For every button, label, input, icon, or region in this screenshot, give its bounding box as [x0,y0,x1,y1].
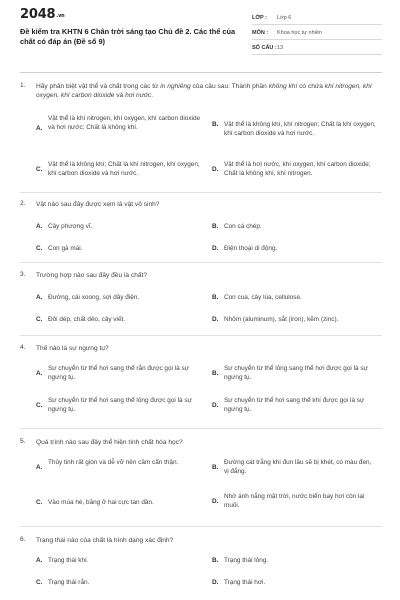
option-text: Sự chuyển từ thể lỏng sang thể hơi được gọi là sự ngưng tụ. [224,365,368,382]
text-part: . [151,92,154,99]
option-letter: D. [212,245,219,252]
question-2 [20,200,382,260]
question-number: 3. [20,271,26,278]
question-divider [20,262,382,263]
option-text: Trạng thái hơi. [224,579,266,586]
option-letter: C. [36,499,43,506]
question-divider [20,526,382,527]
option-letter: B. [212,294,219,301]
text-part-italic: in nghiêng [160,83,191,90]
meta-row-count [252,40,382,55]
question-3 [20,271,382,331]
option-text: Sự chuyển từ thể hơi sang thể lỏng được gọi là sự ngưng tụ. [48,397,192,414]
option-letter: A. [36,294,43,301]
text-part: có chứa [297,83,325,90]
option-text: Điện thoại di động. [224,245,278,252]
question-text: Vật nào sau đây được xem là vật vô sinh? [36,201,160,208]
option-letter: D. [212,316,219,323]
question-number: 2. [20,200,26,207]
text-part: của câu sau: Thành phần [190,83,269,90]
option-text: Trạng thái khí. [48,557,89,564]
option-letter: C. [36,166,43,173]
meta-value: 13 [277,45,284,51]
question-text: Trường hợp nào sau đây đều là chất? [36,272,148,279]
option-letter: B. [212,370,219,377]
option-text: Vào mùa hè, băng ở hai cực tan dần. [48,499,154,506]
option-letter: C. [36,245,43,252]
option-text: Nhôm (aluminum), sắt (iron), kẽm (zinc). [224,316,339,323]
option-letter: D. [212,498,219,505]
option-text: Con cua, cây lúa, cellulose. [224,294,302,301]
option-text: Vật thể là khí nitrogen, khí oxygen, khí carbon dioxide và hơi nước; Chất là không khí. [48,115,201,132]
option-text: Trạng thái rắn. [48,579,90,586]
option-letter: A. [36,464,43,471]
text-part: và [114,92,126,99]
option-text: Nhờ ánh nắng mặt trời, nước biển bay hơi còn lại muối. [224,493,365,510]
text-part-italic: khí nitrogen, khí oxygen, khí carbon dioxide [36,83,372,99]
option-text: Vật thể là không khí, khí nitrogen; Chất là khí oxygen, khí carbon dioxide và hơi nước. [224,121,376,138]
option-text: Đường, cái xoong, sợi dây điện. [48,294,140,301]
text-part: Hãy phân biệt vật thể và chất trong các từ [36,83,161,90]
option-text: Vật thể là hơi nước, khí oxygen, khí carbon dioxide; Chất là không khí, khí nitrogen. [224,161,371,178]
page-title: Đề kiểm tra KHTN 6 Chân trời sáng tạo Chủ đề 2. Các thể của chất có đáp án (Đề số 9) [20,27,236,46]
option-letter: B. [212,557,219,564]
site-logo[interactable] [20,7,65,22]
logo-suffix: .vn [56,13,65,19]
exam-meta [252,10,382,55]
meta-value: Lớp 6 [277,15,292,21]
question-number: 6. [20,536,26,543]
text-part-italic: hơi nước [125,92,152,99]
question-text: Trạng thái nào của chất là hình dạng xác định? [36,537,174,544]
question-1 [20,82,382,190]
option-letter: A. [36,370,43,377]
logo-main: 2048 [20,7,56,22]
option-letter: B. [212,121,219,128]
option-letter: C. [36,579,43,586]
header-divider [20,72,382,73]
question-divider [20,192,382,193]
page-header [20,0,382,64]
option-letter: D. [212,402,219,409]
option-letter: C. [36,316,43,323]
option-text: Con cá chép. [224,223,262,230]
option-text: Cây phượng vĩ. [48,223,93,230]
option-letter: D. [212,579,219,586]
meta-row-class [252,10,382,25]
meta-key: MÔN : [252,30,269,36]
text-part-italic: không khí [268,83,298,90]
meta-key: SỐ CÂU : [252,45,277,51]
question-4 [20,344,382,424]
meta-value: Khoa học tự nhiên [277,30,322,36]
option-text: Con gà mái. [48,245,83,252]
question-number: 4. [20,344,26,351]
option-letter: A. [36,125,43,132]
option-letter: B. [212,464,219,471]
meta-key: LỚP : [252,15,267,21]
option-letter: A. [36,557,43,564]
question-5 [20,438,382,518]
option-letter: A. [36,223,43,230]
option-text: Sự chuyển từ thể hơi sang thể rắn được gọi là sự ngưng tụ. [48,365,189,382]
question-text: Quá trình nào sau đây thể hiện tính chất hóa học? [36,439,183,446]
question-number: 5. [20,438,26,445]
option-letter: B. [212,223,219,230]
question-text: Thế nào là sự ngưng tụ? [36,345,109,352]
option-text: Đôi dép, chất dẻo, cây viết. [48,316,126,323]
question-6 [20,536,382,596]
question-divider [20,428,382,429]
option-letter: D. [212,166,219,173]
option-text: Sự chuyển từ thể hơi sang thể khí được gọi là sự ngưng tụ. [224,397,365,414]
option-text: Đường cát trắng khi đun lâu sẽ bị khét, có màu đen, vị đắng. [224,459,372,476]
option-text: Trạng thái lỏng. [224,557,269,564]
question-divider [20,335,382,336]
option-text: Vật thể là không khí; Chất là khí nitrogen, khí oxygen, khí carbon dioxide và hơi nước. [48,161,200,178]
meta-row-subject [252,25,382,40]
option-letter: C. [36,402,43,409]
option-text: Thủy tinh rất giòn và dễ vỡ nên cầm cẩn thận. [48,459,179,466]
question-text [36,82,376,100]
question-number: 1. [20,82,26,89]
